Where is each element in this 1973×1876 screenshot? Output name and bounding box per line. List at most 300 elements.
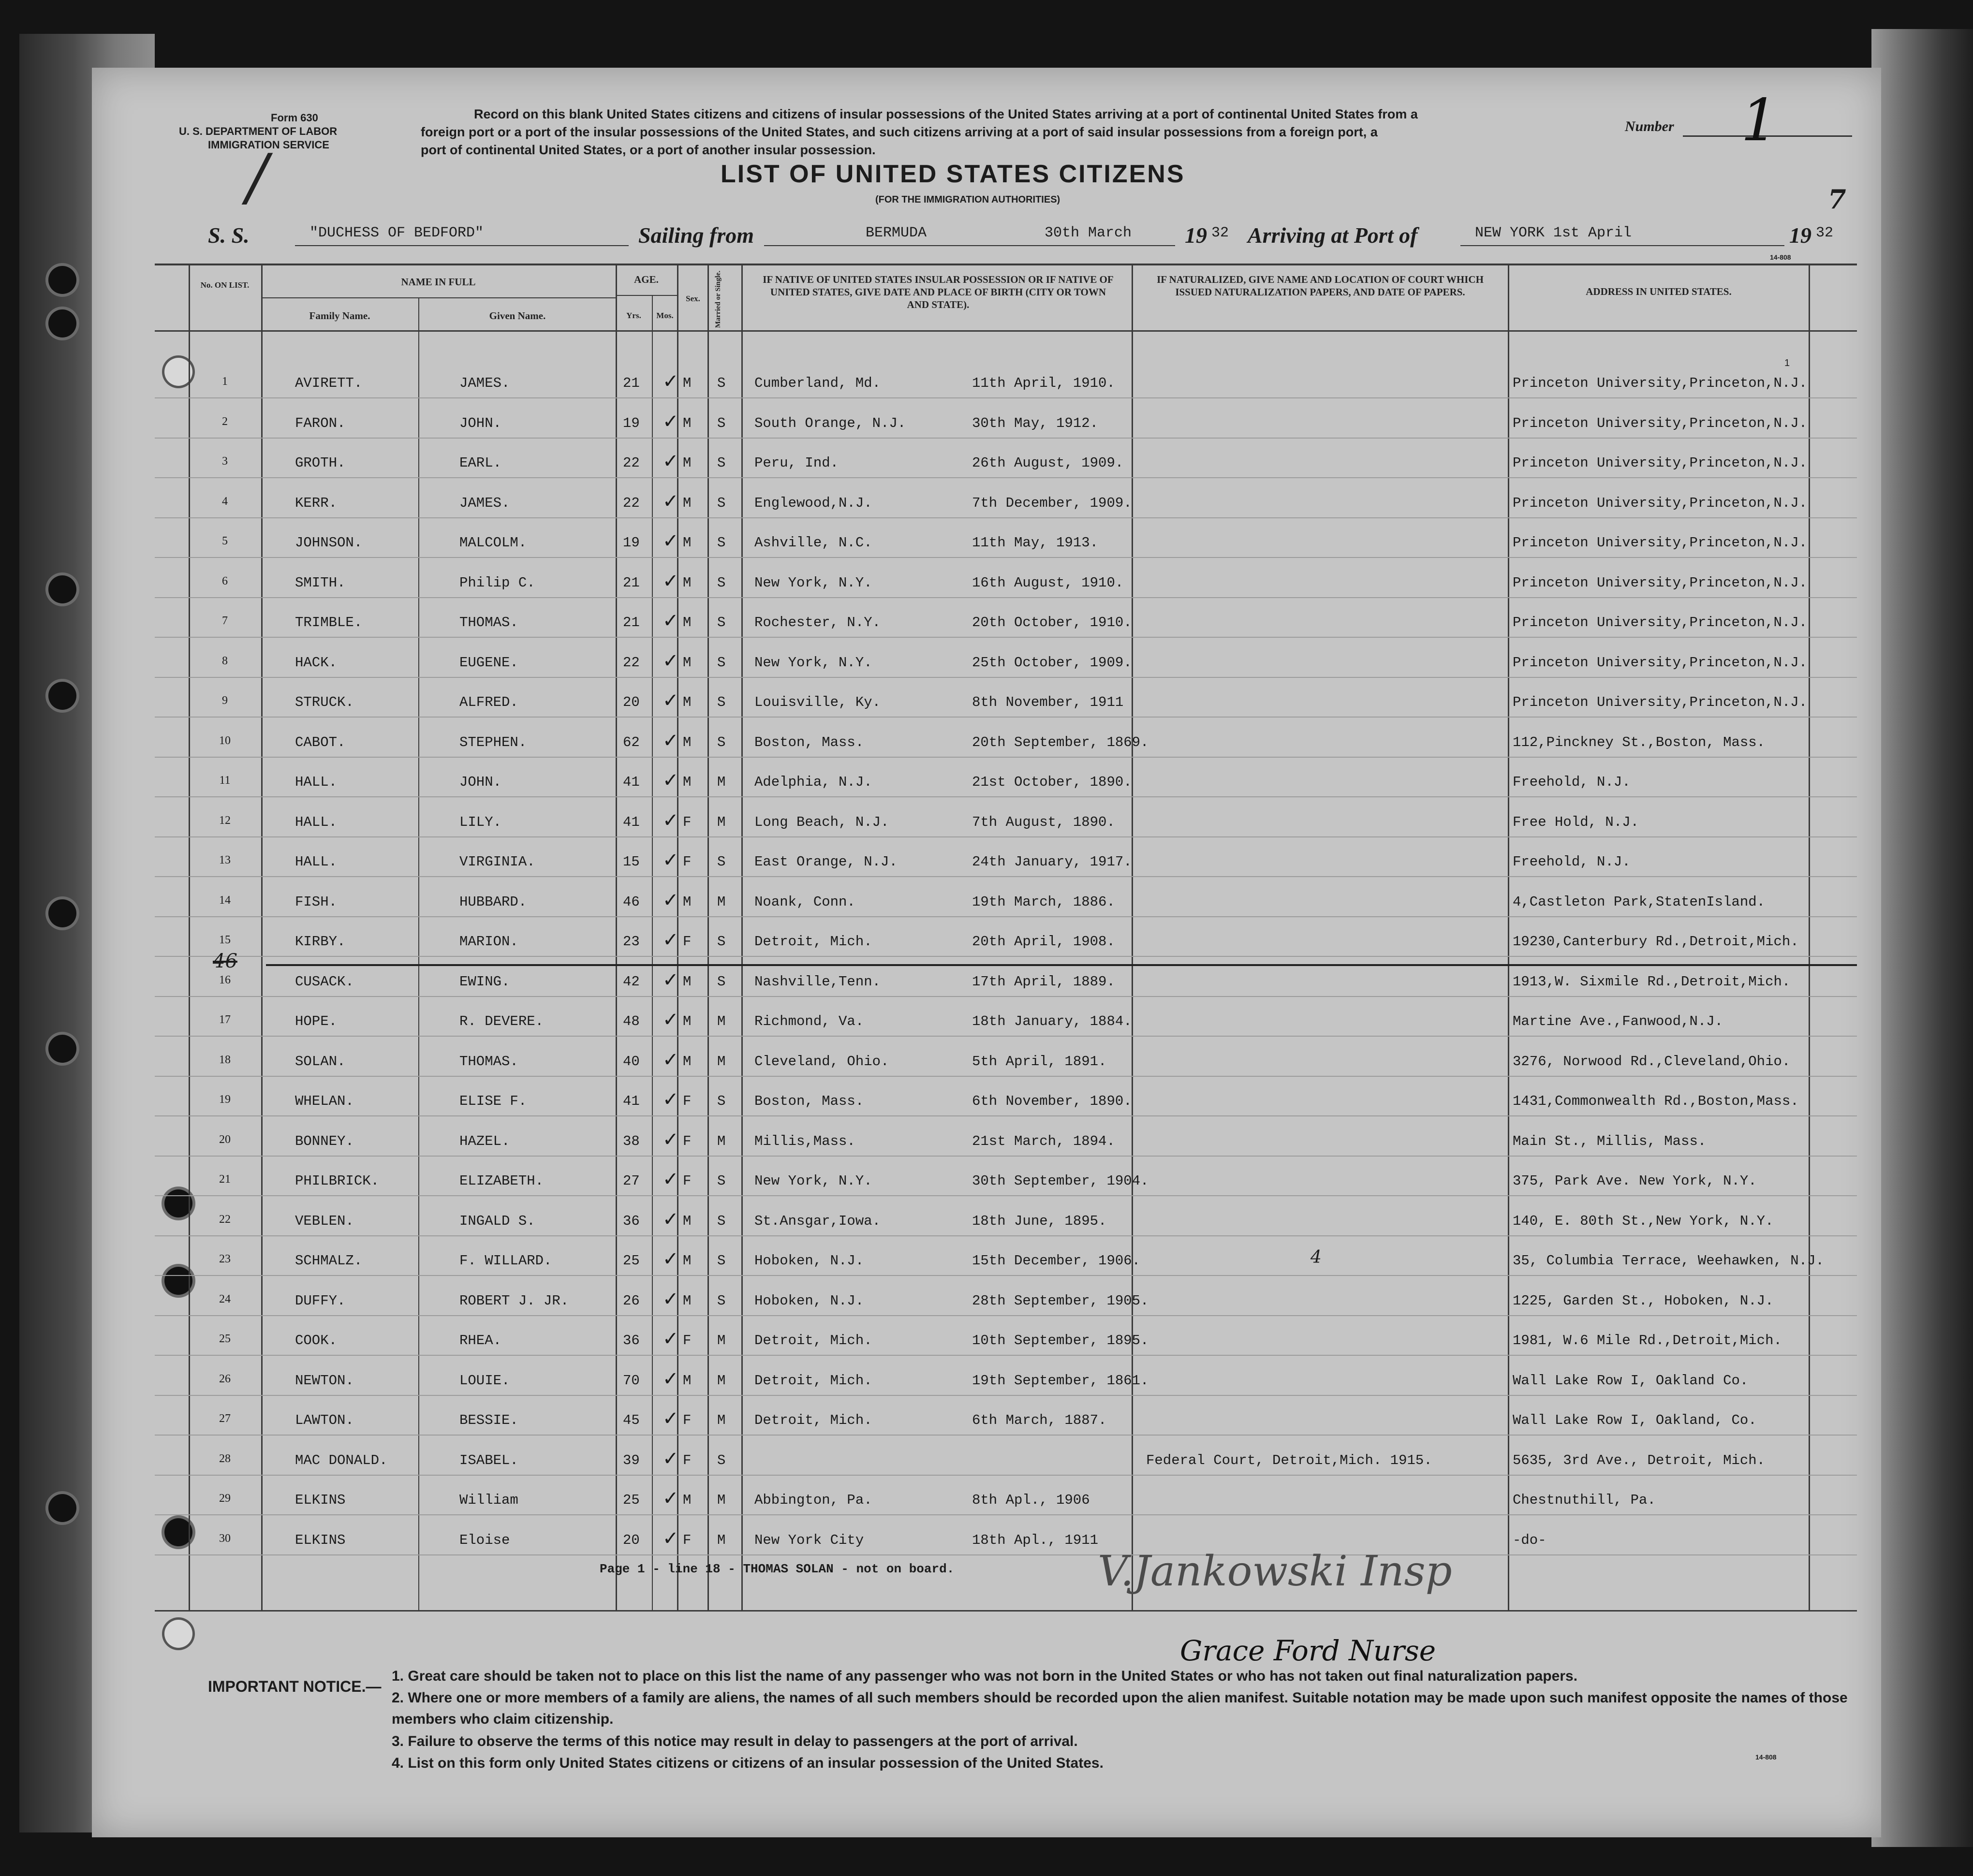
cell-ms: S: [717, 455, 726, 471]
name-subheader-rule: [261, 297, 616, 298]
cell-place: Detroit, Mich.: [754, 934, 872, 950]
check-mark-icon: ✓: [663, 1328, 679, 1350]
cell-date: 20th October, 1910.: [972, 615, 1132, 630]
col-rule: [707, 264, 709, 1612]
sheet-code-bottom: 14-808: [1755, 1753, 1777, 1761]
check-mark-icon: ✓: [663, 1448, 679, 1470]
cell-date: 16th August, 1910.: [972, 575, 1124, 591]
cell-address: Princeton University,Princeton,N.J.: [1513, 575, 1808, 591]
col-rule: [1809, 264, 1810, 1612]
cell-family: HALL.: [295, 854, 338, 870]
row-rule: [155, 1156, 1857, 1157]
row-rule: [155, 717, 1857, 718]
cell-given: THOMAS.: [459, 1054, 518, 1070]
intro-line: Record on this blank United States citizens and citizens of insular possessions of the United States arriving at a port of continental United States from a: [474, 107, 1418, 121]
cell-sex: M: [683, 894, 692, 910]
cell-no: 8: [222, 655, 228, 667]
cell-ms: S: [717, 575, 726, 591]
cell-address: Wall Lake Row I, Oakland Co.: [1513, 1373, 1749, 1389]
cell-sex: M: [683, 974, 692, 990]
cell-age: 41: [623, 774, 640, 790]
cell-sex: M: [683, 1213, 692, 1229]
cell-given: HAZEL.: [459, 1133, 510, 1149]
cell-given: JAMES.: [459, 375, 510, 391]
header-given-name: Given Name.: [489, 310, 546, 322]
cell-place: Detroit, Mich.: [754, 1373, 872, 1389]
cell-ms: S: [717, 1213, 726, 1229]
cell-place: Englewood,N.J.: [754, 495, 872, 511]
cell-ms: S: [717, 1452, 726, 1468]
cell-place: Boston, Mass.: [754, 734, 864, 750]
cell-place: Peru, Ind.: [754, 455, 839, 471]
cell-family: GROTH.: [295, 455, 346, 471]
inspector-signature: V.Jankowski Insp: [1098, 1547, 1452, 1596]
punch-hole: [48, 309, 76, 337]
check-mark-icon: ✓: [663, 1487, 679, 1510]
header-address: ADDRESS IN UNITED STATES.: [1586, 286, 1732, 297]
row-rule: [155, 1514, 1857, 1515]
cell-date: 30th May, 1912.: [972, 415, 1099, 431]
row-rule: [155, 1554, 1857, 1555]
cell-age: 48: [623, 1013, 640, 1029]
cell-address: 1225, Garden St., Hoboken, N.J.: [1513, 1293, 1774, 1309]
cell-given: LILY.: [459, 814, 502, 830]
arriving-year-prefix: 19: [1789, 223, 1811, 248]
cell-given: EWING.: [459, 974, 510, 990]
cell-ms: S: [717, 1093, 726, 1109]
cook-mark: 4: [1310, 1247, 1322, 1267]
cell-sex: M: [683, 495, 692, 511]
cell-no: 20: [219, 1133, 231, 1146]
sailing-year-prefix: 19: [1185, 223, 1207, 248]
cell-given: Philip C.: [459, 575, 535, 591]
cell-given: MALCOLM.: [459, 535, 527, 551]
cell-address: Main St., Millis, Mass.: [1513, 1133, 1707, 1149]
cell-family: VEBLEN.: [295, 1213, 354, 1229]
cell-address: 1913,W. Sixmile Rd.,Detroit,Mich.: [1513, 974, 1791, 990]
cell-given: VIRGINIA.: [459, 854, 535, 870]
row-rule: [155, 956, 1857, 957]
cell-ms: S: [717, 1253, 726, 1269]
punch-hole: [48, 1035, 76, 1063]
sailing-date-underline: [1040, 245, 1175, 246]
cell-age: 27: [623, 1173, 640, 1189]
cell-family: FARON.: [295, 415, 346, 431]
cell-no: 28: [219, 1452, 231, 1465]
row-rule: [155, 1115, 1857, 1116]
cell-given: STEPHEN.: [459, 734, 527, 750]
col-rule: [261, 264, 263, 1612]
cell-given: Eloise: [459, 1532, 510, 1548]
cell-address: 4,Castleton Park,StatenIsland.: [1513, 894, 1766, 910]
cell-age: 40: [623, 1054, 640, 1070]
cell-family: HACK.: [295, 655, 338, 671]
cell-no: 9: [222, 694, 228, 707]
sailing-year-suffix: 32: [1211, 225, 1229, 241]
punch-hole: [48, 266, 76, 294]
check-mark-icon: ✓: [663, 1049, 679, 1071]
cell-place: Hoboken, N.J.: [754, 1253, 864, 1269]
cell-family: ELKINS: [295, 1492, 346, 1508]
row-rule: [155, 1355, 1857, 1356]
cell-sex: F: [683, 1173, 692, 1189]
cell-no: 30: [219, 1532, 231, 1545]
check-mark-icon: ✓: [663, 1168, 679, 1190]
header-married-single: Married or Single.: [714, 270, 722, 328]
intro-text: [421, 105, 1659, 159]
check-mark-icon: ✓: [663, 610, 679, 632]
cell-address: Freehold, N.J.: [1513, 854, 1631, 870]
notice-item: 3. Failure to observe the terms of this notice may result in delay to passengers at the port of arrival.: [392, 1733, 1078, 1749]
cell-given: MARION.: [459, 934, 518, 950]
cell-family: AVIRETT.: [295, 375, 363, 391]
cell-no: 1: [222, 375, 228, 388]
cell-date: 20th September, 1869.: [972, 734, 1149, 750]
cell-sex: M: [683, 1054, 692, 1070]
cell-ms: M: [717, 1333, 726, 1348]
row-rule: [155, 1195, 1857, 1196]
row-rule: [155, 477, 1857, 478]
cell-place: Abbington, Pa.: [754, 1492, 872, 1508]
cell-age: 25: [623, 1253, 640, 1269]
cell-family: SCHMALZ.: [295, 1253, 363, 1269]
cell-place: Louisville, Ky.: [754, 694, 881, 710]
header-birth: IF NATIVE OF UNITED STATES INSULAR POSSESSION OR IF NATIVE OF UNITED STATES, GIVE DATE AND PLACE OF BIRTH (CITY OR TOWN AND STATE).: [763, 274, 1114, 310]
cell-age: 36: [623, 1333, 640, 1348]
cell-no: 6: [222, 575, 228, 587]
cell-given: BESSIE.: [459, 1412, 518, 1428]
manifest-page: [92, 68, 1881, 1837]
cell-family: HOPE.: [295, 1013, 338, 1029]
cell-no: 10: [219, 734, 231, 747]
col-rule: [652, 295, 653, 1612]
corner-mark: 1: [1784, 358, 1790, 368]
cell-age: 20: [623, 694, 640, 710]
cell-place: Rochester, N.Y.: [754, 615, 881, 630]
cell-place: Cumberland, Md.: [754, 375, 881, 391]
cell-ms: M: [717, 814, 726, 830]
cell-place: Cleveland, Ohio.: [754, 1054, 889, 1070]
check-mark-icon: ✓: [663, 1088, 679, 1111]
cell-place: East Orange, N.J.: [754, 854, 898, 870]
check-mark-icon: ✓: [663, 769, 679, 791]
check-mark-icon: ✓: [663, 410, 679, 433]
cell-address: Princeton University,Princeton,N.J.: [1513, 694, 1808, 710]
check-mark-icon: ✓: [663, 1248, 679, 1270]
cell-date: 30th September, 1904.: [972, 1173, 1149, 1189]
cell-ms: S: [717, 615, 726, 630]
check-mark-icon: ✓: [663, 1368, 679, 1390]
cell-no: 14: [219, 894, 231, 907]
cell-ms: S: [717, 1173, 726, 1189]
cell-given: HUBBARD.: [459, 894, 527, 910]
check-mark-icon: ✓: [663, 1208, 679, 1231]
row18-strike: [266, 964, 1857, 966]
cell-age: 39: [623, 1452, 640, 1468]
cell-ms: S: [717, 495, 726, 511]
cell-age: 36: [623, 1213, 640, 1229]
cell-ms: S: [717, 375, 726, 391]
table-top-rule: [155, 264, 1857, 265]
row-rule: [155, 1275, 1857, 1276]
cell-date: 17th April, 1889.: [972, 974, 1115, 990]
row-rule: [155, 438, 1857, 439]
check-mark-icon: ✓: [663, 929, 679, 951]
cell-age: 22: [623, 455, 640, 471]
cell-place: South Orange, N.J.: [754, 415, 906, 431]
cell-family: WHELAN.: [295, 1093, 354, 1109]
cell-family: HALL.: [295, 774, 338, 790]
cell-sex: F: [683, 854, 692, 870]
cell-age: 19: [623, 415, 640, 431]
check-mark-icon: ✓: [663, 809, 679, 832]
cell-given: JOHN.: [459, 415, 502, 431]
cell-no: 24: [219, 1293, 231, 1305]
cell-sex: M: [683, 655, 692, 671]
cell-place: New York, N.Y.: [754, 1173, 872, 1189]
cell-no: 3: [222, 455, 228, 468]
cell-place: Adelphia, N.J.: [754, 774, 872, 790]
cell-age: 38: [623, 1133, 640, 1149]
cell-address: Princeton University,Princeton,N.J.: [1513, 455, 1808, 471]
row-rule: [155, 677, 1857, 678]
cell-address: Wall Lake Row I, Oakland, Co.: [1513, 1412, 1757, 1428]
cell-sex: F: [683, 1093, 692, 1109]
header-mos: Mos.: [656, 311, 674, 320]
cell-no: 13: [219, 854, 231, 866]
ship-name-underline: [295, 245, 629, 246]
cell-age: 46: [623, 894, 640, 910]
cell-given: INGALD S.: [459, 1213, 535, 1229]
number-value: 1: [1741, 87, 1778, 154]
ship-prefix: S. S.: [208, 223, 250, 248]
cell-sex: M: [683, 615, 692, 630]
cell-age: 70: [623, 1373, 640, 1389]
page-mark: 7: [1828, 184, 1846, 215]
row-rule: [155, 916, 1857, 917]
cell-age: 20: [623, 1532, 640, 1548]
notice-heading: IMPORTANT NOTICE.—: [208, 1678, 382, 1695]
sheet-code: 14-808: [1770, 253, 1791, 261]
cell-no: 7: [222, 615, 228, 627]
cell-date: 19th September, 1861.: [972, 1373, 1149, 1389]
form-number: Form 630: [271, 112, 318, 124]
cell-ms: M: [717, 1054, 726, 1070]
cell-family: JOHNSON.: [295, 535, 363, 551]
row18-mark: 46: [213, 950, 237, 972]
header-naturalized: IF NATURALIZED, GIVE NAME AND LOCATION OF COURT WHICH ISSUED NATURALIZATION PAPERS, AND DATE OF PAPERS.: [1157, 274, 1484, 298]
cell-no: 22: [219, 1213, 231, 1226]
cell-date: 8th Apl., 1906: [972, 1492, 1090, 1508]
service-name: IMMIGRATION SERVICE: [208, 139, 329, 151]
cell-family: HALL.: [295, 814, 338, 830]
cell-no: 16: [219, 974, 231, 986]
cell-no: 19: [219, 1093, 231, 1106]
cell-family: FISH.: [295, 894, 338, 910]
cell-given: EARL.: [459, 455, 502, 471]
cell-date: 26th August, 1909.: [972, 455, 1124, 471]
cell-sex: M: [683, 774, 692, 790]
cell-sex: F: [683, 814, 692, 830]
row-rule: [155, 1435, 1857, 1436]
check-mark-icon: ✓: [663, 450, 679, 472]
cell-no: 15: [219, 934, 231, 946]
cell-age: 23: [623, 934, 640, 950]
cell-family: STRUCK.: [295, 694, 354, 710]
cell-place: Noank, Conn.: [754, 894, 855, 910]
col-rule: [189, 264, 190, 1612]
header-name-in-full: NAME IN FULL: [401, 276, 476, 288]
cell-address: 112,Pinckney St.,Boston, Mass.: [1513, 734, 1766, 750]
cell-ms: S: [717, 415, 726, 431]
cell-family: CABOT.: [295, 734, 346, 750]
cell-given: R. DEVERE.: [459, 1013, 544, 1029]
cell-date: 21st March, 1894.: [972, 1133, 1115, 1149]
cell-sex: M: [683, 1373, 692, 1389]
cell-age: 25: [623, 1492, 640, 1508]
cell-age: 22: [623, 495, 640, 511]
cell-ms: M: [717, 1133, 726, 1149]
cell-given: F. WILLARD.: [459, 1253, 552, 1269]
col-rule: [1132, 264, 1133, 1612]
cell-address: 19230,Canterbury Rd.,Detroit,Mich.: [1513, 934, 1799, 950]
punch-hole: [48, 899, 76, 927]
cell-sex: F: [683, 934, 692, 950]
cell-ms: M: [717, 774, 726, 790]
cell-family: PHILBRICK.: [295, 1173, 380, 1189]
cell-given: ISABEL.: [459, 1452, 518, 1468]
cell-place: Richmond, Va.: [754, 1013, 864, 1029]
cell-date: 18th June, 1895.: [972, 1213, 1107, 1229]
sailing-label: Sailing from: [638, 223, 754, 248]
cell-given: LOUIE.: [459, 1373, 510, 1389]
cell-address: 3276, Norwood Rd.,Cleveland,Ohio.: [1513, 1054, 1791, 1070]
cell-date: 18th Apl., 1911: [972, 1532, 1099, 1548]
margin-stroke-mark: /: [247, 140, 268, 214]
arriving-underline: [1460, 245, 1784, 246]
cell-place: New York, N.Y.: [754, 575, 872, 591]
cell-address: Princeton University,Princeton,N.J.: [1513, 415, 1808, 431]
nurse-signature: Grace Ford Nurse: [1180, 1634, 1436, 1667]
cell-address: Free Hold, N.J.: [1513, 814, 1639, 830]
sailing-from: BERMUDA: [866, 225, 927, 241]
page-subtitle: (FOR THE IMMIGRATION AUTHORITIES): [875, 194, 1060, 205]
cell-sex: F: [683, 1333, 692, 1348]
cell-address: Chestnuthill, Pa.: [1513, 1492, 1656, 1508]
row-rule: [155, 1036, 1857, 1037]
cell-address: 5635, 3rd Ave., Detroit, Mich.: [1513, 1452, 1766, 1468]
cell-address: 1981, W.6 Mile Rd.,Detroit,Mich.: [1513, 1333, 1782, 1348]
cell-sex: M: [683, 1013, 692, 1029]
cell-place: Hoboken, N.J.: [754, 1293, 864, 1309]
cell-place: New York City: [754, 1532, 864, 1548]
cell-no: 4: [222, 495, 228, 508]
cell-age: 41: [623, 814, 640, 830]
cell-age: 41: [623, 1093, 640, 1109]
table-bottom-rule: [155, 1610, 1857, 1612]
row-rule: [155, 397, 1857, 398]
cell-address: Princeton University,Princeton,N.J.: [1513, 535, 1808, 551]
page-stack-edge: [1871, 29, 1973, 1847]
cell-sex: F: [683, 1532, 692, 1548]
cell-no: 26: [219, 1373, 231, 1385]
cell-ms: S: [717, 535, 726, 551]
row-rule: [155, 996, 1857, 997]
cell-address: 35, Columbia Terrace, Weehawken, N.J.: [1513, 1253, 1824, 1269]
cell-date: 20th April, 1908.: [972, 934, 1115, 950]
cell-ms: M: [717, 1013, 726, 1029]
table-header-rule: [155, 330, 1857, 332]
cell-date: 7th August, 1890.: [972, 814, 1115, 830]
cell-sex: M: [683, 1492, 692, 1508]
check-mark-icon: ✓: [663, 1129, 679, 1151]
cell-given: JOHN.: [459, 774, 502, 790]
cell-place: Ashville, N.C.: [754, 535, 872, 551]
cell-sex: F: [683, 1133, 692, 1149]
check-mark-icon: ✓: [663, 1407, 679, 1430]
check-mark-icon: ✓: [663, 969, 679, 991]
cell-family: SMITH.: [295, 575, 346, 591]
check-mark-icon: ✓: [663, 1527, 679, 1550]
cell-given: ALFRED.: [459, 694, 518, 710]
cell-given: RHEA.: [459, 1333, 502, 1348]
cell-age: 21: [623, 375, 640, 391]
cell-date: 10th September, 1895.: [972, 1333, 1149, 1348]
punch-hole: [48, 575, 76, 603]
cell-address: 1431,Commonwealth Rd.,Boston,Mass.: [1513, 1093, 1799, 1109]
header-yrs: Yrs.: [626, 311, 641, 320]
sailing-underline: [764, 245, 1049, 246]
cell-family: MAC DONALD.: [295, 1452, 388, 1468]
notice-item: 4. List on this form only United States citizens or citizens of an insular possession of the United States.: [392, 1755, 1104, 1771]
row-rule: [155, 597, 1857, 598]
cell-sex: M: [683, 694, 692, 710]
check-mark-icon: ✓: [663, 730, 679, 752]
check-mark-icon: ✓: [663, 490, 679, 513]
cell-age: 42: [623, 974, 640, 990]
cell-place: Nashville,Tenn.: [754, 974, 881, 990]
cell-date: 6th November, 1890.: [972, 1093, 1132, 1109]
cell-age: 45: [623, 1412, 640, 1428]
cell-age: 21: [623, 575, 640, 591]
header-sex: Sex.: [686, 294, 700, 303]
cell-ms: S: [717, 854, 726, 870]
cell-date: 25th October, 1909.: [972, 655, 1132, 671]
cell-age: 62: [623, 734, 640, 750]
cell-ms: M: [717, 1532, 726, 1548]
notice-item: 1. Great care should be taken not to place on this list the name of any passenger who was not born in the United States or who has not taken out final naturalization papers.: [392, 1668, 1578, 1684]
cell-address: Princeton University,Princeton,N.J.: [1513, 495, 1808, 511]
cell-place: Boston, Mass.: [754, 1093, 864, 1109]
cell-place: New York, N.Y.: [754, 655, 872, 671]
cell-address: Martine Ave.,Fanwood,N.J.: [1513, 1013, 1723, 1029]
punch-hole: [164, 1620, 192, 1648]
cell-date: 11th May, 1913.: [972, 535, 1099, 551]
check-mark-icon: ✓: [663, 530, 679, 552]
cell-family: KIRBY.: [295, 934, 346, 950]
cell-age: 26: [623, 1293, 640, 1309]
cell-date: 6th March, 1887.: [972, 1412, 1107, 1428]
cell-nat: Federal Court, Detroit,Mich. 1915.: [1146, 1452, 1432, 1468]
row-rule: [155, 557, 1857, 558]
cell-no: 5: [222, 535, 228, 547]
cell-sex: M: [683, 1293, 692, 1309]
check-mark-icon: ✓: [663, 1009, 679, 1031]
cell-ms: S: [717, 1293, 726, 1309]
cell-no: 29: [219, 1492, 231, 1505]
cell-address: Princeton University,Princeton,N.J.: [1513, 655, 1808, 671]
cell-family: NEWTON.: [295, 1373, 354, 1389]
